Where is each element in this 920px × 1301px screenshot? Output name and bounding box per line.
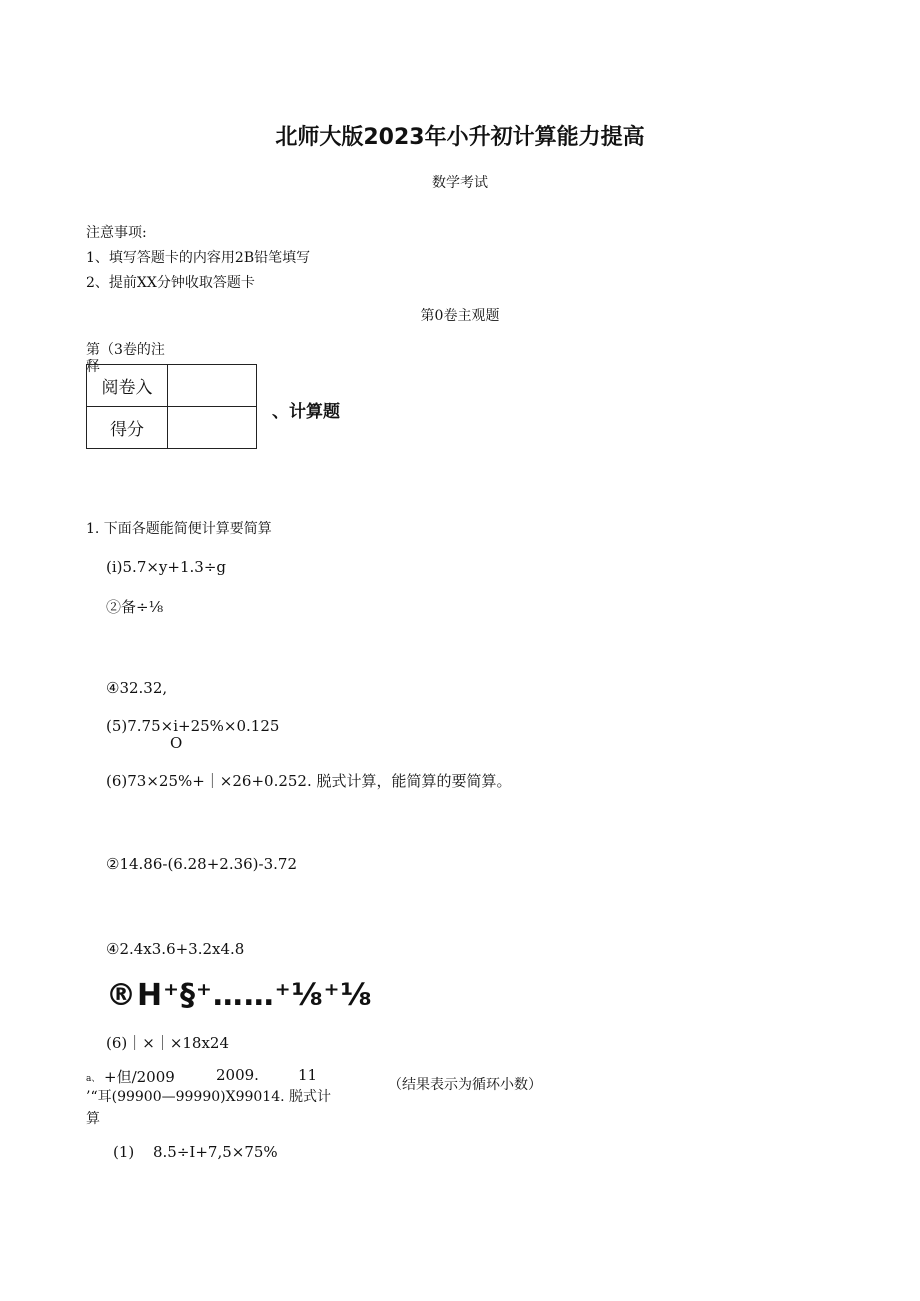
q4-item-1-expression: 8.5÷I+7,5×75% [153, 1143, 278, 1161]
q1-item-6: (6)73×25%+｜×26+0.252. 脱式计算，能简算的要简算。 [106, 772, 512, 790]
notes-item-1: 1、填写答题卡的内容用2B铅笔填写 [86, 250, 311, 266]
q2-item-5: ®H⁺§⁺……⁺⅛⁺⅛ [106, 978, 373, 1013]
q1-item-1: (i)5.7×y+1.3÷g [106, 558, 226, 576]
q2-item-6: (6)｜×｜×18x24 [106, 1034, 230, 1052]
q1-item-2: ②备÷⅛ [106, 598, 164, 616]
score-table-score-label: 得分 [87, 407, 168, 449]
notes-item-2: 2、提前XX分钟收取答题卡 [86, 275, 255, 291]
score-table-score-cell [168, 407, 257, 449]
score-table-reviewer-label: 阅卷入 [87, 365, 168, 407]
score-table-reviewer-cell [168, 365, 257, 407]
q3-line-3: 算 [86, 1111, 100, 1127]
q2-item-2: ②14.86-(6.28+2.36)-3.72 [106, 855, 297, 873]
q2-item-4: ④2.4x3.6+3.2x4.8 [106, 940, 245, 958]
notes-heading: 注意事项: [86, 225, 147, 241]
q3-note: （结果表示为循环小数） [388, 1077, 542, 1093]
q3-prefix: a、 [86, 1074, 101, 1084]
q1-item-5-sub: O [170, 734, 183, 752]
q1-item-4: ④32.32, [106, 679, 168, 697]
volume-note-line2: 释 [86, 359, 100, 375]
score-table [86, 364, 257, 449]
q3-fraction-left: +但/2009 [104, 1068, 175, 1086]
q3-fraction-right: 11 [298, 1066, 318, 1084]
volume-title: 第0卷主观题 [420, 308, 500, 324]
q1-prompt: 1. 下面各题能简便计算要简算 [86, 521, 272, 537]
page-subtitle: 数学考试 [432, 175, 488, 191]
q4-item-1-number: (1) [113, 1143, 135, 1161]
q3-line-2: ’“耳(99900—99990)X99014. 脱式计 [86, 1089, 332, 1105]
page-title: 北师大版2023年小升初计算能力提高 [275, 125, 645, 150]
q3-fraction-mid: 2009. [216, 1066, 259, 1084]
volume-note-line1: 第（3卷的注 [86, 342, 165, 358]
section-title: 、计算题 [272, 402, 340, 422]
q1-item-5: (5)7.75×i+25%×0.125 [106, 717, 280, 735]
